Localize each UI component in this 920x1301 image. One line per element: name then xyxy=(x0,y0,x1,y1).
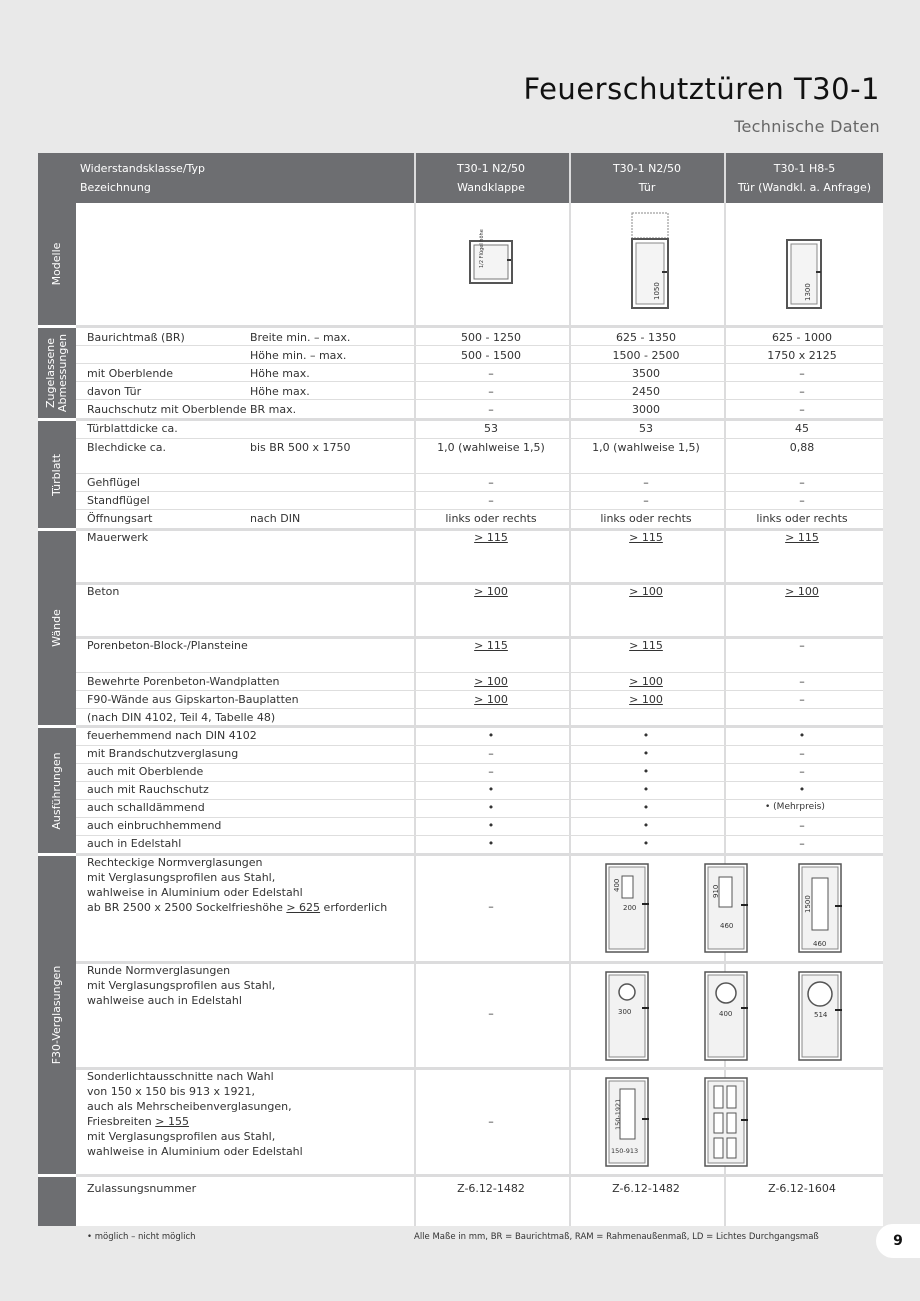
vg3-text: Sonderlichtausschnitte nach Wahl von 150 x 150 bis 913 x 1921, auch als Mehrscheibenverglasungen, Friesbreiten > 155 mit Verglasungsprofilen aus Stahl, wahlweise in Aluminium oder Edelstahl xyxy=(87,1070,303,1158)
ausf-val: – xyxy=(799,819,805,832)
abm-val: 625 - 1000 xyxy=(772,331,832,344)
wand-val: > 100 xyxy=(474,693,508,706)
ausf-val: – xyxy=(799,837,805,850)
wand-label-0: Mauerwerk xyxy=(87,531,149,544)
wand-val: > 115 xyxy=(629,639,663,652)
vg2-door-c-icon xyxy=(798,971,843,1061)
abm-val: 500 - 1250 xyxy=(461,331,521,344)
page-title: Feuerschutztüren T30-1 xyxy=(523,72,880,106)
data-table xyxy=(38,153,883,1226)
ausf-val: • (Mehrpreis) xyxy=(765,802,825,812)
abm-val: – xyxy=(488,367,494,380)
ausf-val: • xyxy=(487,837,495,850)
header-row2: Bezeichnung xyxy=(80,181,151,194)
header-col-2: T30-1 N2/50 Tür xyxy=(612,162,682,194)
model-c-dim: 1300 xyxy=(804,283,812,301)
ausf-val: • xyxy=(487,783,495,796)
ausf-label: feuerhemmend nach DIN 4102 xyxy=(87,729,257,742)
abm-val: – xyxy=(799,385,805,398)
ausf-val: – xyxy=(488,765,494,778)
abm-val: 500 - 1500 xyxy=(461,349,521,362)
tb-val: 53 xyxy=(484,422,498,435)
abm-sub-2: Höhe max. xyxy=(250,367,310,380)
section-modelle: Modelle xyxy=(38,153,76,325)
abm-val: 2450 xyxy=(632,385,660,398)
ausf-label: auch in Edelstahl xyxy=(87,837,182,850)
ausf-val: – xyxy=(799,765,805,778)
ausf-val: • xyxy=(642,819,650,832)
abm-val: 3000 xyxy=(632,403,660,416)
ausf-val: • xyxy=(642,837,650,850)
abm-val: – xyxy=(799,367,805,380)
vg3-door-b-icon xyxy=(704,1077,749,1167)
vg2-text: Runde Normverglasungen mit Verglasungsprofilen aus Stahl, wahlweise auch in Edelstahl xyxy=(87,964,276,1007)
wand-val: > 100 xyxy=(474,585,508,598)
tb-label-2: Gehflügel xyxy=(87,476,140,489)
svg-text:460: 460 xyxy=(720,922,734,930)
abm-val: – xyxy=(488,385,494,398)
wand-val: > 115 xyxy=(474,531,508,544)
svg-text:150-1921: 150-1921 xyxy=(614,1098,622,1130)
svg-text:400: 400 xyxy=(719,1010,733,1018)
zul-val: Z-6.12-1482 xyxy=(457,1182,525,1195)
header-row1: Widerstandsklasse/Typ xyxy=(80,162,206,175)
ausf-val: • xyxy=(642,801,650,814)
abm-val: 3500 xyxy=(632,367,660,380)
zul-val: Z-6.12-1482 xyxy=(612,1182,680,1195)
ausf-label: mit Brandschutzverglasung xyxy=(87,747,239,760)
model-b-dim: 1050 xyxy=(653,282,661,300)
wand-label-4: F90-Wände aus Gipskarton-Bauplatten xyxy=(87,693,299,706)
wand-label-1: Beton xyxy=(87,585,120,598)
wand-val: > 115 xyxy=(629,531,663,544)
abm-val: 625 - 1350 xyxy=(616,331,676,344)
header-label xyxy=(76,153,414,203)
tb-val: – xyxy=(799,476,805,489)
abm-label-0: Baurichtmaß (BR) xyxy=(87,331,185,344)
svg-text:1500: 1500 xyxy=(804,895,812,913)
svg-text:150-913: 150-913 xyxy=(611,1147,639,1155)
tb-label-4: Öffnungsart xyxy=(87,512,153,525)
ausf-val: • xyxy=(798,729,806,742)
vg3-val: – xyxy=(488,1115,494,1128)
ausf-label: auch schalldämmend xyxy=(87,801,205,814)
vg1-door-c-icon xyxy=(798,863,850,953)
tb-val: 1,0 (wahlweise 1,5) xyxy=(592,441,700,454)
zul-val: Z-6.12-1604 xyxy=(768,1182,836,1195)
svg-text:910: 910 xyxy=(712,884,720,898)
wand-val: > 100 xyxy=(629,585,663,598)
wand-val: > 115 xyxy=(474,639,508,652)
abm-label-3: davon Tür xyxy=(87,385,142,398)
model-wandklappe-icon xyxy=(469,229,514,285)
ausf-val: – xyxy=(488,747,494,760)
wand-val: > 100 xyxy=(474,675,508,688)
tb-val: 0,88 xyxy=(789,441,815,454)
page-subtitle: Technische Daten xyxy=(734,117,880,136)
wand-val: – xyxy=(799,639,805,652)
wand-val: > 100 xyxy=(629,675,663,688)
zul-label: Zulassungsnummer xyxy=(87,1182,197,1195)
tb-label-3: Standflügel xyxy=(87,494,150,507)
tb-val: links oder rechts xyxy=(445,512,537,525)
vg2-door-a-icon xyxy=(605,971,650,1061)
tb-val: – xyxy=(643,476,649,489)
tb-val: – xyxy=(488,494,494,507)
vg1-door-b-icon xyxy=(704,863,749,953)
tb-sub-1: bis BR 500 x 1750 xyxy=(250,441,351,454)
ausf-val: • xyxy=(798,783,806,796)
vg2-val: – xyxy=(488,1007,494,1020)
svg-text:514: 514 xyxy=(814,1011,828,1019)
abm-val: 1500 - 2500 xyxy=(612,349,680,362)
tb-label-0: Türblattdicke ca. xyxy=(87,422,178,435)
abm-sub-1: Höhe min. – max. xyxy=(250,349,347,362)
wand-val: – xyxy=(799,693,805,706)
tb-val: – xyxy=(799,494,805,507)
tb-val: 1,0 (wahlweise 1,5) xyxy=(437,441,545,454)
tb-val: links oder rechts xyxy=(600,512,692,525)
page-number: 9 xyxy=(876,1224,920,1258)
section-verglasungen: F30-Verglasungen xyxy=(38,856,76,1174)
wand-val: – xyxy=(799,675,805,688)
ausf-label: auch mit Oberblende xyxy=(87,765,204,778)
legend-note: • möglich – nicht möglich xyxy=(87,1232,196,1242)
wand-val: > 115 xyxy=(785,531,819,544)
section-abmessungen: Zugelassene Abmessungen xyxy=(38,328,76,418)
svg-text:400: 400 xyxy=(613,878,621,892)
abm-label-4: Rauchschutz mit Oberblende xyxy=(87,403,247,416)
section-ausfuehrungen: Ausführungen xyxy=(38,728,76,853)
wand-val: > 100 xyxy=(785,585,819,598)
vg1-val: – xyxy=(488,900,494,913)
tb-val: 53 xyxy=(639,422,653,435)
ausf-val: • xyxy=(487,819,495,832)
ausf-label: auch einbruchhemmend xyxy=(87,819,222,832)
svg-text:460: 460 xyxy=(813,940,827,948)
wand-label-5: (nach DIN 4102, Teil 4, Tabelle 48) xyxy=(87,711,276,724)
ausf-val: • xyxy=(642,729,650,742)
tb-val: – xyxy=(643,494,649,507)
vg1-door-a-icon xyxy=(605,863,650,953)
ausf-val: • xyxy=(487,729,495,742)
abm-val: 1750 x 2125 xyxy=(767,349,837,362)
section-tuerblatt: Türblatt xyxy=(38,421,76,528)
svg-text:300: 300 xyxy=(618,1008,632,1016)
model-a-note: 1/2 Flügel höhe xyxy=(479,229,485,268)
tb-val: 45 xyxy=(795,422,809,435)
vg2-door-b-icon xyxy=(704,971,749,1061)
abm-sub-0: Breite min. – max. xyxy=(250,331,351,344)
wand-val: > 100 xyxy=(629,693,663,706)
section-zulassung xyxy=(38,1177,76,1226)
section-waende: Wände xyxy=(38,531,76,725)
ausf-val: • xyxy=(642,765,650,778)
abm-val: – xyxy=(488,403,494,416)
tb-label-1: Blechdicke ca. xyxy=(87,441,167,454)
header-col-3: T30-1 H8-5 Tür (Wandkl. a. Anfrage) xyxy=(737,162,872,194)
model-tuer-n2-icon xyxy=(631,212,671,309)
tb-val: – xyxy=(488,476,494,489)
abm-label-2: mit Oberblende xyxy=(87,367,174,380)
tb-sub-4: nach DIN xyxy=(250,512,301,525)
ausf-val: – xyxy=(799,747,805,760)
vg3-door-a-icon xyxy=(605,1077,650,1167)
wand-label-3: Bewehrte Porenbeton-Wandplatten xyxy=(87,675,280,688)
abm-sub-4: BR max. xyxy=(250,403,297,416)
model-tuer-h8-icon xyxy=(786,239,822,309)
ausf-val: • xyxy=(642,747,650,760)
wand-label-2: Porenbeton-Block-/Plansteine xyxy=(87,639,248,652)
tb-val: links oder rechts xyxy=(756,512,848,525)
abm-val: – xyxy=(799,403,805,416)
abm-sub-3: Höhe max. xyxy=(250,385,310,398)
svg-text:200: 200 xyxy=(623,904,637,912)
header-col-1: T30-1 N2/50 Wandklappe xyxy=(456,162,526,194)
ausf-val: • xyxy=(487,801,495,814)
vg1-text: Rechteckige Normverglasungen mit Verglasungsprofilen aus Stahl, wahlweise in Aluminium oder Edelstahl ab BR 2500 x 2500 Sockelfrieshöhe > 625 erforderlich xyxy=(87,856,388,914)
units-note: Alle Maße in mm, BR = Baurichtmaß, RAM = Rahmenaußenmaß, LD = Lichtes Durchgangsmaß xyxy=(414,1232,819,1242)
ausf-val: • xyxy=(642,783,650,796)
ausf-label: auch mit Rauchschutz xyxy=(87,783,209,796)
